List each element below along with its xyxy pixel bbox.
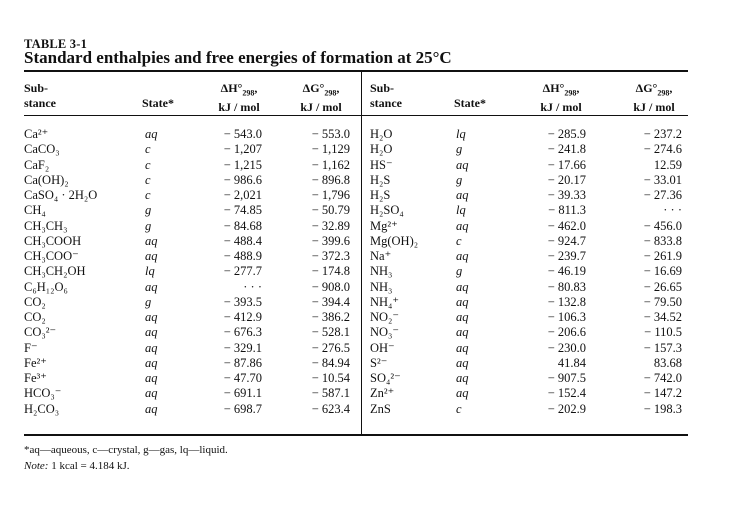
substance-cell: Ca(OH)₂ xyxy=(24,172,69,187)
table-title: Standard enthalpies and free energies of formation at 25°C xyxy=(24,48,452,67)
enthalpy-cell: − 46.19 xyxy=(547,264,586,279)
enthalpy-cell: − 488.9 xyxy=(223,249,262,263)
enthalpy-cell: · · · xyxy=(243,279,262,294)
header-dh-symbol: ΔH° xyxy=(542,81,565,95)
enthalpy-cell: − 84.68 xyxy=(223,218,262,233)
free-energy-cell: − 27.36 xyxy=(643,188,682,202)
header-dh-right: $\Delta H^\circ_{298}$, kJ / mol xyxy=(528,81,594,115)
free-energy-cell: − 394.4 xyxy=(311,294,350,309)
enthalpy-cell: − 676.3 xyxy=(223,325,262,340)
substance-cell: H₂O xyxy=(370,127,393,141)
header-substance-bottom: stance xyxy=(24,96,56,110)
free-energy-cell: − 50.79 xyxy=(311,203,350,218)
free-energy-cell: − 372.3 xyxy=(311,249,350,263)
header-substance-top: Sub- xyxy=(370,81,395,95)
table-bottom-rule xyxy=(24,434,688,436)
state-cell: c xyxy=(145,188,151,202)
header-dg-symbol: ΔG° xyxy=(302,81,325,95)
header-dh-subscript: 298 xyxy=(242,88,255,98)
header-dg-unit: kJ / mol xyxy=(300,100,342,115)
substance-cell: NO₃⁻ xyxy=(370,325,400,340)
enthalpy-cell: 41.84 xyxy=(557,355,586,370)
footnote-note xyxy=(24,460,130,472)
enthalpy-cell: − 17.66 xyxy=(547,157,586,172)
enthalpy-cell: − 393.5 xyxy=(223,294,262,309)
footnote-states: *aq—aqueous, c—crystal, g—gas, lq—liquid. xyxy=(24,444,228,456)
substance-cell: Fe³⁺ xyxy=(24,371,47,385)
enthalpy-cell: − 277.7 xyxy=(223,264,262,279)
substance-cell: S²⁻ xyxy=(370,355,388,370)
free-energy-cell: − 908.0 xyxy=(311,279,350,294)
left-enthalpy-column xyxy=(196,127,262,417)
state-cell: aq xyxy=(456,371,469,385)
state-cell: aq xyxy=(456,340,469,355)
free-energy-cell: − 896.8 xyxy=(311,172,350,187)
free-energy-cell: − 157.3 xyxy=(643,340,682,355)
header-substance-right xyxy=(370,81,402,111)
state-cell: aq xyxy=(456,218,469,233)
header-state-left: State* xyxy=(142,96,174,110)
free-energy-cell: − 1,162 xyxy=(311,157,350,172)
substance-cell: CaCO₃ xyxy=(24,142,60,157)
state-cell: g xyxy=(456,142,463,157)
table-number: TABLE 3-1 xyxy=(24,37,88,51)
substance-cell: H₂CO₃ xyxy=(24,401,60,416)
state-cell: c xyxy=(145,142,151,157)
enthalpy-cell: − 488.4 xyxy=(223,233,262,248)
free-energy-cell: − 84.94 xyxy=(311,355,350,370)
free-energy-cell: − 1,796 xyxy=(311,188,350,202)
state-cell: aq xyxy=(145,401,158,416)
state-cell: aq xyxy=(145,233,158,248)
header-dg-unit: kJ / mol xyxy=(633,100,675,115)
enthalpy-cell: − 1,207 xyxy=(223,142,262,157)
substance-cell: Mg(OH)₂ xyxy=(370,233,419,248)
substance-cell: NH₃ xyxy=(370,264,393,279)
enthalpy-cell: − 698.7 xyxy=(223,401,262,416)
substance-cell: H₂SO₄ xyxy=(370,203,404,218)
free-energy-cell: − 237.2 xyxy=(643,127,682,141)
free-energy-cell: − 26.65 xyxy=(643,279,682,294)
free-energy-cell: − 33.01 xyxy=(643,172,682,187)
enthalpy-cell: − 47.70 xyxy=(223,371,262,385)
free-energy-cell: − 623.4 xyxy=(311,401,350,416)
state-cell: lq xyxy=(456,203,466,218)
enthalpy-cell: − 80.83 xyxy=(547,279,586,294)
state-cell: c xyxy=(456,401,462,416)
header-dh-unit: kJ / mol xyxy=(540,100,582,115)
substance-cell: CaSO₄ · 2H₂O xyxy=(24,188,98,202)
state-cell: aq xyxy=(456,294,469,309)
header-dh-subscript: 298 xyxy=(564,88,577,98)
substance-cell: C₆H₁₂O₆ xyxy=(24,279,68,294)
state-cell: g xyxy=(456,172,463,187)
free-energy-cell: − 276.5 xyxy=(311,340,350,355)
state-cell: aq xyxy=(145,355,158,370)
free-energy-cell: − 587.1 xyxy=(311,386,350,401)
substance-cell: CH₃COO⁻ xyxy=(24,249,79,263)
state-cell: aq xyxy=(145,340,158,355)
enthalpy-cell: − 74.85 xyxy=(223,203,262,218)
state-cell: aq xyxy=(145,371,158,385)
free-energy-cell: 12.59 xyxy=(653,157,682,172)
substance-cell: CO₂ xyxy=(24,294,46,309)
enthalpy-cell: − 691.1 xyxy=(223,386,262,401)
header-substance-left xyxy=(24,81,56,111)
enthalpy-cell: − 986.6 xyxy=(223,172,262,187)
free-energy-cell: − 32.89 xyxy=(311,218,350,233)
state-cell: c xyxy=(145,157,151,172)
substance-cell: HS⁻ xyxy=(370,157,393,172)
state-cell: aq xyxy=(456,386,469,401)
free-energy-cell: − 16.69 xyxy=(643,264,682,279)
substance-cell: Fe²⁺ xyxy=(24,355,47,370)
state-cell: aq xyxy=(145,386,158,401)
substance-cell: H₂S xyxy=(370,172,391,187)
header-substance-bottom: stance xyxy=(370,96,402,110)
footnote-note-text: 1 kcal = 4.184 kJ. xyxy=(51,460,130,472)
free-energy-cell: − 174.8 xyxy=(311,264,350,279)
substance-cell: CaF₂ xyxy=(24,157,50,172)
state-cell: c xyxy=(456,233,462,248)
free-energy-cell: − 274.6 xyxy=(643,142,682,157)
free-energy-cell: − 79.50 xyxy=(643,294,682,309)
enthalpy-cell: − 206.6 xyxy=(547,325,586,340)
state-cell: g xyxy=(145,203,152,218)
enthalpy-cell: − 907.5 xyxy=(547,371,586,385)
right-free-energy-column xyxy=(606,127,682,417)
footnote-note-label: Note: xyxy=(24,460,49,472)
enthalpy-cell: − 39.33 xyxy=(547,188,586,202)
substance-cell: H₂S xyxy=(370,188,391,202)
state-cell: aq xyxy=(145,249,158,263)
substance-cell: F⁻ xyxy=(24,340,38,355)
state-cell: lq xyxy=(145,264,155,279)
enthalpy-cell: − 20.17 xyxy=(547,172,586,187)
right-state-column xyxy=(456,127,496,417)
enthalpy-cell: − 152.4 xyxy=(547,386,586,401)
enthalpy-cell: − 412.9 xyxy=(223,310,262,324)
header-dh-unit: kJ / mol xyxy=(218,100,260,115)
left-substance-column xyxy=(24,127,142,417)
state-cell: aq xyxy=(145,310,158,324)
header-dg-symbol: ΔG° xyxy=(635,81,658,95)
enthalpy-cell: − 924.7 xyxy=(547,233,586,248)
enthalpy-cell: − 132.8 xyxy=(547,294,586,309)
enthalpy-cell: − 811.3 xyxy=(548,203,586,218)
free-energy-cell: 83.68 xyxy=(653,355,682,370)
state-cell: aq xyxy=(456,355,469,370)
enthalpy-cell: − 241.8 xyxy=(547,142,586,157)
substance-cell: CO₂ xyxy=(24,310,46,324)
state-cell: aq xyxy=(456,157,469,172)
left-state-column xyxy=(145,127,185,417)
substance-cell: NH₄⁺ xyxy=(370,294,400,309)
free-energy-cell: − 261.9 xyxy=(643,249,682,263)
state-cell: g xyxy=(145,294,152,309)
state-cell: aq xyxy=(456,188,469,202)
header-state-right: State* xyxy=(454,96,486,110)
header-dh-left: $\Delta H^\circ_{298}$, kJ / mol xyxy=(206,81,272,115)
free-energy-cell: − 386.2 xyxy=(311,310,350,324)
state-cell: g xyxy=(456,264,463,279)
substance-cell: CH₃COOH xyxy=(24,233,82,248)
substance-cell: ZnS xyxy=(370,401,391,416)
substance-cell: SO₄²⁻ xyxy=(370,371,401,385)
free-energy-cell: − 110.5 xyxy=(644,325,682,340)
substance-cell: HCO₃⁻ xyxy=(24,386,62,401)
header-dg-right: $\Delta G^\circ_{298}$, kJ / mol xyxy=(618,81,690,115)
state-cell: aq xyxy=(145,279,158,294)
free-energy-cell: − 742.0 xyxy=(643,371,682,385)
state-cell: aq xyxy=(456,325,469,340)
header-dh-symbol: ΔH° xyxy=(220,81,243,95)
state-cell: aq xyxy=(456,249,469,263)
header-dg-left: $\Delta G^\circ_{298}$, kJ / mol xyxy=(286,81,356,115)
enthalpy-cell: − 239.7 xyxy=(547,249,586,263)
state-cell: g xyxy=(145,218,152,233)
substance-cell: CH₃CH₂OH xyxy=(24,264,86,279)
enthalpy-cell: − 87.86 xyxy=(223,355,262,370)
free-energy-cell: − 1,129 xyxy=(311,142,350,157)
substance-cell: CO₃²⁻ xyxy=(24,325,57,340)
substance-cell: NO₂⁻ xyxy=(370,310,400,324)
header-substance-top: Sub- xyxy=(24,81,49,95)
right-substance-column xyxy=(370,127,452,417)
substance-cell: Mg²⁺ xyxy=(370,218,398,233)
state-cell: aq xyxy=(145,325,158,340)
free-energy-cell: − 10.54 xyxy=(311,371,350,385)
enthalpy-cell: − 1,215 xyxy=(223,157,262,172)
enthalpy-cell: − 230.0 xyxy=(547,340,586,355)
enthalpy-cell: − 329.1 xyxy=(223,340,262,355)
state-cell: aq xyxy=(145,127,158,141)
enthalpy-cell: − 106.3 xyxy=(547,310,586,324)
state-cell: lq xyxy=(456,127,466,141)
table-top-rule xyxy=(24,70,688,72)
header-dg-subscript: 298 xyxy=(324,88,337,98)
substance-cell: Ca²⁺ xyxy=(24,127,49,141)
substance-cell: CH₄ xyxy=(24,203,46,218)
header-dg-subscript: 298 xyxy=(657,88,670,98)
free-energy-cell: − 399.6 xyxy=(311,233,350,248)
free-energy-cell: − 34.52 xyxy=(643,310,682,324)
table-column-divider xyxy=(361,71,362,435)
free-energy-cell: − 198.3 xyxy=(643,401,682,416)
substance-cell: CH₃CH₃ xyxy=(24,218,68,233)
substance-cell: Zn²⁺ xyxy=(370,386,395,401)
free-energy-cell: − 528.1 xyxy=(311,325,350,340)
left-free-energy-column xyxy=(276,127,350,417)
state-cell: aq xyxy=(456,279,469,294)
substance-cell: Na⁺ xyxy=(370,249,392,263)
enthalpy-cell: − 2,021 xyxy=(223,188,262,202)
state-cell: c xyxy=(145,172,151,187)
substance-cell: NH₃ xyxy=(370,279,393,294)
enthalpy-cell: − 462.0 xyxy=(547,218,586,233)
free-energy-cell: − 456.0 xyxy=(643,218,682,233)
enthalpy-cell: − 543.0 xyxy=(223,127,262,141)
state-cell: aq xyxy=(456,310,469,324)
free-energy-cell: − 553.0 xyxy=(311,127,350,141)
free-energy-cell: · · · xyxy=(663,203,682,218)
free-energy-cell: − 833.8 xyxy=(643,233,682,248)
substance-cell: H₂O xyxy=(370,142,393,157)
enthalpy-cell: − 202.9 xyxy=(547,401,586,416)
right-enthalpy-column xyxy=(518,127,586,417)
enthalpy-cell: − 285.9 xyxy=(547,127,586,141)
free-energy-cell: − 147.2 xyxy=(643,386,682,401)
substance-cell: OH⁻ xyxy=(370,340,395,355)
